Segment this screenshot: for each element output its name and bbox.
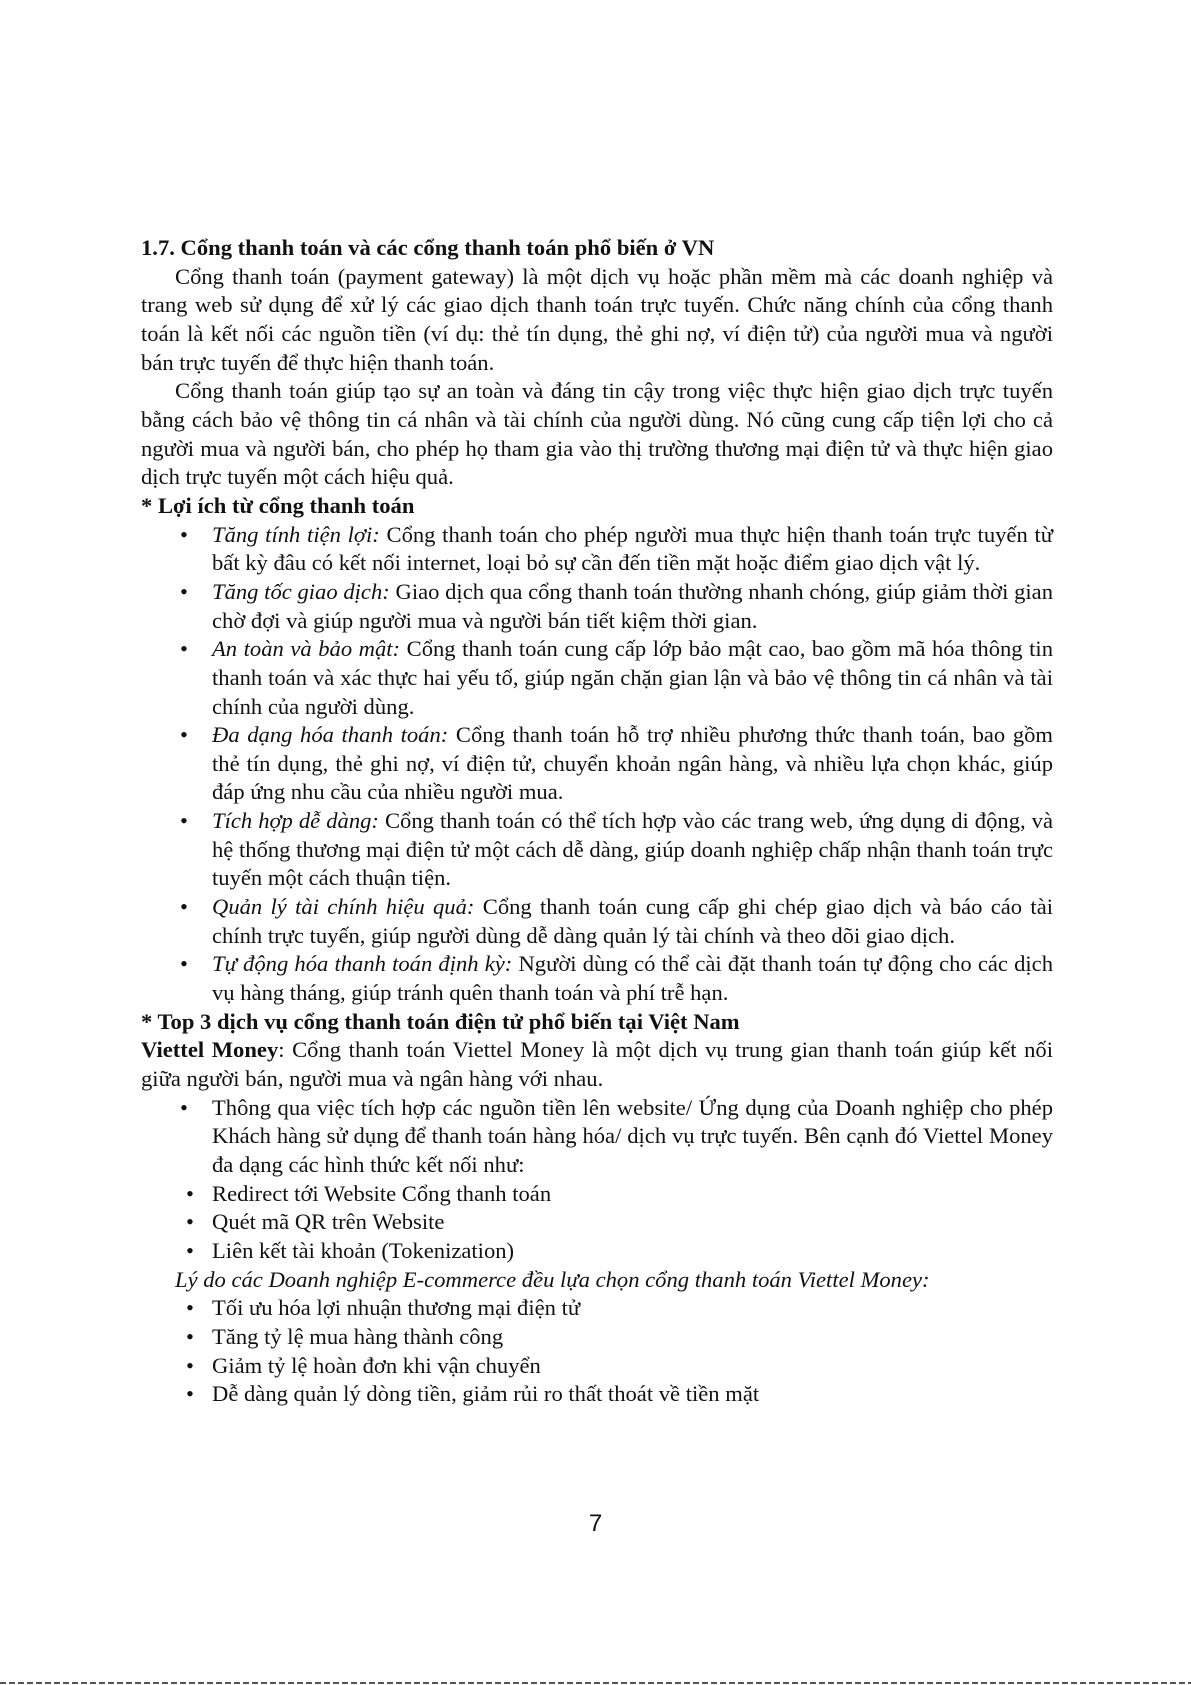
reason-text: Tối ưu hóa lợi nhuận thương mại điện tử (212, 1295, 581, 1321)
bullet-icon: • (186, 1209, 194, 1235)
benefit-term: Quản lý tài chính hiệu quả: (212, 894, 475, 920)
list-item (141, 893, 1053, 950)
reasons-list (141, 1294, 1053, 1409)
benefit-term: Tích hợp dễ dàng: (212, 808, 379, 834)
feature-text: Redirect tới Website Cổng thanh toán (212, 1180, 552, 1206)
intro-paragraph-1: Cổng thanh toán (payment gateway) là một dịch vụ hoặc phần mềm mà các doanh nghiệp và trang web sử dụng để xử lý các giao dịch thanh toán trực tuyến. Chức năng chính của cổng thanh toán là kết nối các nguồn tiền (ví dụ: thẻ tín dụng, thẻ ghi nợ, ví điện tử) của người mua và người bán trực tuyến để thực hiện thanh toán. (141, 263, 1053, 375)
bullet-icon: • (186, 1323, 194, 1349)
bullet-icon: • (186, 1352, 194, 1378)
list-item (141, 578, 1053, 635)
reason-text: Dễ dàng quản lý dòng tiền, giảm rủi ro thất thoát về tiền mặt (212, 1381, 760, 1407)
list-item (141, 1380, 1053, 1409)
feature-text: Liên kết tài khoản (Tokenization) (212, 1237, 515, 1263)
reasons-heading: Lý do các Doanh nghiệp E-commerce đều lựa chọn cổng thanh toán Viettel Money: (175, 1266, 930, 1292)
list-item (141, 1323, 1053, 1352)
bullet-icon: • (186, 1381, 194, 1407)
benefit-text: Cổng thanh toán có thể tích hợp vào các trang web, ứng dụng di động, và hệ thống thương mại điện tử một cách dễ dàng, giúp doanh nghiệp chấp nhận thanh toán trực tuyến một cách thuận tiện. (212, 808, 1053, 891)
bullet-icon: • (186, 1180, 194, 1206)
benefit-term: Tăng tính tiện lợi: (212, 521, 380, 547)
bottom-divider (0, 1682, 1191, 1684)
bullet-icon: • (180, 808, 188, 834)
benefit-text: Cổng thanh toán cung cấp lớp bảo mật cao, bao gồm mã hóa thông tin thanh toán và xác thực hai yếu tố, giúp ngăn chặn gian lận và bảo vệ thông tin cá nhân và tài chính của người dùng. (212, 636, 1053, 719)
list-item (141, 1208, 1053, 1237)
bullet-icon: • (180, 894, 188, 920)
bullet-icon: • (180, 951, 188, 977)
benefit-text: Giao dịch qua cổng thanh toán thường nhanh chóng, giúp giảm thời gian chờ đợi và giúp người mua và người bán tiết kiệm thời gian. (212, 578, 1053, 633)
document-page (141, 234, 1053, 1409)
viettel-paragraph (141, 1036, 1053, 1093)
reason-text: Giảm tỷ lệ hoàn đơn khi vận chuyển (212, 1352, 541, 1378)
bullet-icon: • (186, 1295, 194, 1321)
viettel-name: Viettel Money (141, 1037, 279, 1063)
benefit-text: Cổng thanh toán cho phép người mua thực hiện thanh toán trực tuyến từ bất kỳ đâu có kết nối internet, loại bỏ sự cần đến tiền mặt hoặc điểm giao dịch vật lý. (212, 521, 1053, 576)
feature-text: Thông qua việc tích hợp các nguồn tiền lên website/ Ứng dụng của Doanh nghiệp cho phép Khách hàng sử dụng để thanh toán hàng hóa/ dịch vụ trực tuyến. Bên cạnh đó Viettel Money đa dạng các hình thức kết nối như: (212, 1094, 1053, 1177)
list-item (141, 721, 1053, 807)
benefit-term: Đa dạng hóa thanh toán: (212, 722, 449, 748)
bullet-icon: • (180, 636, 188, 662)
feature-text: Quét mã QR trên Website (212, 1209, 445, 1235)
section-heading: 1.7. Cổng thanh toán và các cổng thanh toán phổ biến ở VN (141, 235, 715, 260)
list-item (141, 635, 1053, 721)
benefit-text: Người dùng có thể cài đặt thanh toán tự động cho các dịch vụ hàng tháng, giúp tránh quên thanh toán và phí trễ hạn. (212, 951, 1053, 1006)
list-item (141, 1180, 1053, 1209)
bullet-icon: • (180, 521, 188, 547)
reason-text: Tăng tỷ lệ mua hàng thành công (212, 1323, 504, 1349)
benefit-term: An toàn và bảo mật: (212, 636, 401, 662)
benefit-term: Tự động hóa thanh toán định kỳ: (212, 951, 513, 977)
list-item (141, 950, 1053, 1007)
benefit-term: Tăng tốc giao dịch: (212, 578, 390, 604)
bullet-icon: • (180, 1094, 188, 1120)
bullet-icon: • (180, 578, 188, 604)
benefit-text: Cổng thanh toán hỗ trợ nhiều phương thức thanh toán, bao gồm thẻ tín dụng, thẻ ghi nợ, ví điện tử, chuyển khoản ngân hàng, và nhiều lựa chọn khác, giúp đáp ứng nhu cầu của nhiều người mua. (212, 722, 1053, 805)
list-item (141, 1352, 1053, 1381)
benefits-heading: * Lợi ích từ cổng thanh toán (141, 492, 415, 518)
benefit-text: Cổng thanh toán cung cấp ghi chép giao dịch và báo cáo tài chính trực tuyến, giúp người dùng dễ dàng quản lý tài chính và theo dõi giao dịch. (212, 894, 1053, 948)
page-number: 7 (588, 1510, 603, 1537)
list-item (141, 807, 1053, 893)
viettel-description: : Cổng thanh toán Viettel Money là một dịch vụ trung gian thanh toán giúp kết nối giữa người bán, người mua và ngân hàng với nhau. (141, 1037, 1053, 1092)
intro-paragraph-2: Cổng thanh toán giúp tạo sự an toàn và đáng tin cậy trong việc thực hiện giao dịch trực tuyến bằng cách bảo vệ thông tin cá nhân và tài chính của người dùng. Nó cũng cung cấp tiện lợi cho cả người mua và người bán, cho phép họ tham gia vào thị trường thương mại điện tử và thực hiện giao dịch trực tuyến một cách hiệu quả. (141, 378, 1053, 490)
bullet-icon: • (180, 722, 188, 748)
list-item (141, 521, 1053, 578)
viettel-features-list (141, 1094, 1053, 1266)
list-item (141, 1094, 1053, 1180)
list-item (141, 1294, 1053, 1323)
bullet-icon: • (186, 1237, 194, 1263)
list-item (141, 1237, 1053, 1266)
top3-heading: * Top 3 dịch vụ cổng thanh toán điện tử phổ biến tại Việt Nam (141, 1008, 740, 1034)
benefits-list (141, 521, 1053, 1008)
